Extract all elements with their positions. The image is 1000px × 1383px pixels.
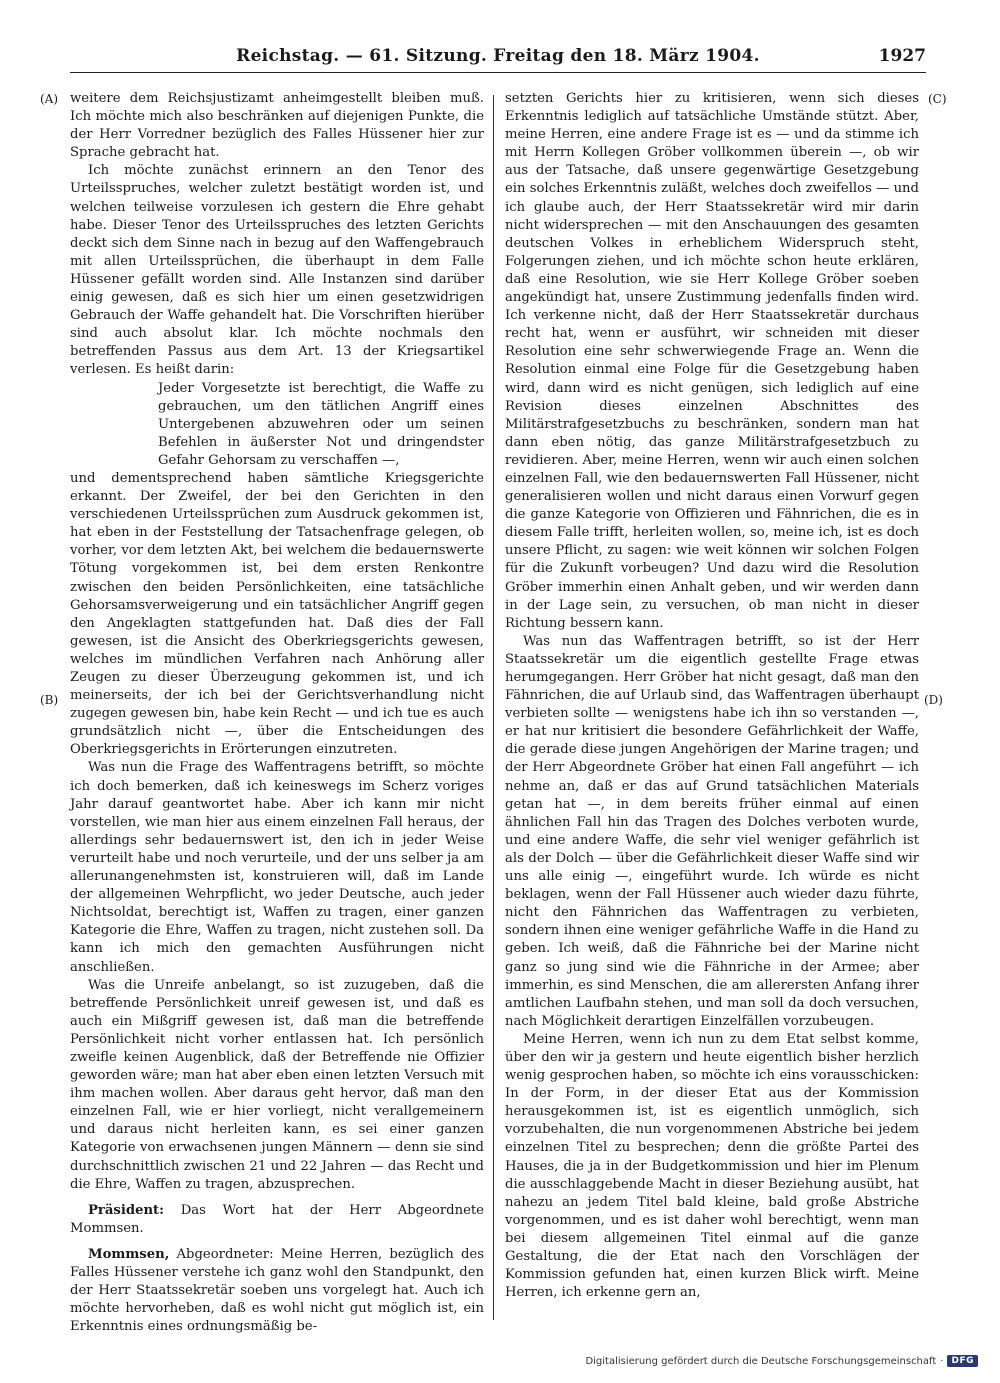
header-title: Reichstag. — 61. Sitzung. Freitag den 18. März 1904. <box>236 46 760 66</box>
paragraph: Was nun das Waffentragen betrifft, so ist der Herr Staatssekretär um die eigentlich gestellte Frage etwas herumgegangen. Herr Gröber hat nicht gesagt, daß man den Fähnrichen, die auf Urlaub sind, das Waffentragen überhaupt verbieten sollte — wenigstens habe ich ihn so verstanden —, er hat nur kritisiert die besondere Gefährlichkeit der Waffe, die gerade diese jungen Angehörigen der Marine tragen; und der Herr Abgeordnete Gröber hat einen Fall angeführt — ich nehme an, daß er das auf Grund tatsächlichen Materials getan hat —, in dem bereits früher einmal auf einen ähnlichen Fall hin das Tragen des Dolches verboten wurde, und eine andere Waffe, die sehr viel weniger gefährlich ist als der Dolch — über die Gefährlichkeit dieser Waffe sind wir uns alle einig —, eingeführt wurde. Ich würde es nicht beklagen, wenn der Fall Hüssener auch wieder dazu führte, nicht den Fähnrichen das Waffentragen zu verbieten, sondern ihnen eine weniger gefährliche Waffe in die Hand zu geben. Ich weiß, daß die Fähnriche bei der Marine nicht ganz so jung sind wie die Fähnriche in der Armee; aber immerhin, es sind Menschen, die am allerersten Anfang ihrer amtlichen Laufbahn stehen, und man soll da doch versuchen, nach Möglichkeit derartigen Einzelfällen vorzubeugen. <box>505 633 919 1029</box>
speaker-name: Präsident: <box>88 1202 165 1218</box>
right-column <box>505 90 919 1302</box>
dfg-logo: DFG <box>947 1355 978 1367</box>
paragraph: Was die Unreife anbelangt, so ist zuzugeben, daß die betreffende Persönlichkeit unreif gewesen ist, und daß es auch ein Mißgriff gewesen ist, daß man die betreffende Persönlichkeit nicht vorher entlassen hat. Ich persönlich zweifle keinen Augenblick, daß der Betreffende nie Offizier geworden wäre; man hat aber eben einen letzten Versuch mit ihm machen wollen. Aber daraus geht hervor, daß man den einzelnen Fall, wie er hier vorliegt, nicht verallgemeinern und daraus nicht herleiten kann, es sei einer ganzen Kategorie von erwachsenen jungen Männern — denn sie sind durchschnittlich zwischen 21 und 22 Jahren — das Recht und die Ehre, Waffen zu tragen, abzusprechen. <box>70 977 484 1192</box>
column-divider <box>493 95 494 1320</box>
margin-marker-a: (A) <box>40 92 59 106</box>
left-column <box>70 90 484 1336</box>
paragraph <box>70 1246 484 1336</box>
paragraph: und dementsprechend haben sämtliche Kriegsgerichte erkannt. Der Zweifel, der bei den Gerichten in den verschiedenen Urteilssprüchen zum Ausdruck gekommen ist, hat eben in der Feststellung der Tatsachenfrage gelegen, ob vorher, vor dem letzten Akt, bei welchem die bedauernswerte Tötung vorgekommen ist, bei dem ersten Renkontre zwischen den beiden Persönlichkeiten, eine tatsächliche Gehorsamsverweigerung und ein tatsächlicher Angriff gegen den Angeklagten stattgefunden hat. Daß dies der Fall gewesen, ist die Ansicht des Oberkriegsgerichts gewesen, welches im mündlichen Verfahren nach Anhörung aller Zeugen zu dieser Überzeugung gekommen ist, und ich meinerseits, der ich bei der Gerichtsverhandlung nicht zugegen gewesen bin, habe kein Recht — und ich tue es auch grundsätzlich nicht —, über die Entscheidungen des Oberkriegsgerichts in Erörterungen einzutreten. <box>70 470 484 758</box>
margin-marker-d: (D) <box>924 693 943 707</box>
paragraph: Jeder Vorgesetzte ist berechtigt, die Waffe zu gebrauchen, um den tätlichen Angriff eines Untergebenen abzuwehren oder um seinen Befehlen in äußerster Not und dringendster Gefahr Gehorsam zu verschaffen —, <box>158 380 484 468</box>
margin-marker-c: (C) <box>928 92 947 106</box>
paragraph: Ich möchte zunächst erinnern an den Tenor des Urteilsspruches, welcher zuletzt bestätigt worden ist, und welchen teilweise vorzulesen ich gestern die Ehre gehabt habe. Dieser Tenor des Urteilsspruches des letzten Gerichts deckt sich dem Sinne nach in bezug auf den Waffengebrauch mit allen Urteilssprüchen, die überhaupt in dem Falle Hüssener gefällt worden sind. Alle Instanzen sind darüber einig gewesen, daß es sich hier um einen gesetzwidrigen Gebrauch der Waffe gehandelt hat. Die Vorschriften hierüber sind auch absolut klar. Ich möchte nochmals den betreffenden Passus aus dem Art. 13 der Kriegsartikel verlesen. Es heißt darin: <box>70 163 484 378</box>
page-header <box>70 42 926 73</box>
page-number: 1927 <box>878 46 926 66</box>
paragraph: Was nun die Frage des Waffentragens betrifft, so möchte ich doch bemerken, daß ich keineswegs im Scherz voriges Jahr darauf geantwortet habe. Aber ich kann mir nicht vorstellen, wie man hier aus einem einzelnen Fall heraus, der allerdings sehr bedauernswert ist, den ich in jeder Weise verurteilt habe und noch verurteile, und der uns selber ja am allerunangenehmsten ist, konstruieren will, daß im Lande der allgemeinen Wehrpflicht, wo jeder Deutsche, auch jeder Nichtsoldat, berechtigt ist, Waffen zu tragen, einer ganzen Kategorie die Ehre, Waffen zu tragen, nicht zustehen soll. Da kann ich mich den gemachten Ausführungen nicht anschließen. <box>70 760 484 975</box>
speaker-name: Mommsen, <box>88 1246 170 1262</box>
paragraph: Meine Herren, wenn ich nun zu dem Etat selbst komme, über den wir ja gestern und heute eigentlich bisher herzlich wenig gesprochen haben, so möchte ich eins vorausschicken: In der Form, in der dieser Etat aus der Kommission herausgekommen ist, ist es eigentlich unmöglich, sich vorzubehalten, die nun vorgenommenen Abstriche bei jedem einzelnen Titel zu besprechen; denn die größte Partei des Hauses, die ja in der Budgetkommission und hier im Plenum die ausschlaggebende Macht in dieser Beziehung ausübt, hat nahezu an jedem Titel bald kleine, bald große Abstriche vorgenommen, und es ist daher wohl berechtigt, wenn man bei diesem allgemeinen Titel einmal auf die ganze Gestaltung, die der Etat nach den Vorschlägen der Kommission gefunden hat, einen kurzen Blick wirft. Meine Herren, ich erkenne gern an, <box>505 1031 919 1301</box>
speech-text: Abgeordneter: Meine Herren, bezüglich des Falles Hüssener verstehe ich ganz wohl den Standpunkt, den der Herr Staatssekretär soeben uns vorgelegt hat. Auch ich möchte hervorheben, daß es wohl nicht gut möglich ist, ein Erkenntnis eines ordnungsmäßig be- <box>70 1246 484 1335</box>
paragraph: weitere dem Reichsjustizamt anheimgestellt bleiben muß. Ich möchte mich also beschränken auf diejenigen Punkte, die der Herr Vorredner bezüglich des Falles Hüssener hier zur Sprache gebracht hat. <box>70 91 484 161</box>
footer-credit: Digitalisierung gefördert durch die Deutsche Forschungsgemeinschaft <box>585 1355 937 1367</box>
page-footer <box>585 1355 978 1367</box>
paragraph <box>70 1202 484 1238</box>
paragraph: setzten Gerichts hier zu kritisieren, wenn sich dieses Erkenntnis lediglich auf tatsächliche Umstände stützt. Aber, meine Herren, eine andere Frage ist es — und da stimme ich mit Herrn Kollegen Gröber vollkommen überein —, ob wir aus der Tatsache, daß unsere gegenwärtige Gesetzgebung ein solches Erkenntnis zuläßt, welches doch zweifellos — und ich glaube auch, der Herr Staatssekretär wird mir darin nicht widersprechen — mit den Anschauungen des gesamten deutschen Volkes in erheblichem Widerspruch steht, Folgerungen ziehen, und ich möchte schon heute erklären, daß eine Resolution, wie sie Herr Kollege Gröber soeben angekündigt hat, unsere Zustimmung jedenfalls finden wird. Ich verkenne nicht, daß der Herr Staatssekretär durchaus recht hat, wenn er ausführt, wir schneiden mit dieser Resolution eine sehr schwerwiegende Frage an. Wenn die Resolution einmal eine Folge für die Gesetzgebung haben wird, dann wird es nicht genügen, sich lediglich auf eine Revision dieses einzelnen Abschnittes des Militärstrafgesetzbuchs zu beschränken, sondern man hat dann eben nötig, das ganze Militärstrafgesetzbuch zu revidieren. Aber, meine Herren, wenn wir auch einen solchen einzelnen Fall, wie den bedauernswerten Fall Hüssener, nicht generalisieren wollen und nicht daraus einen Vorwurf gegen die ganze Kategorie von Offizieren und Fähnrichen, die es in diesem Falle trifft, herleiten wollen, so, meine ich, ist es doch unsere Pflicht, zu sagen: wie weit können wir solchen Folgen für die Zukunft vorbeugen? Und dazu wird die Resolution Gröber immerhin einen Anhalt geben, und wir werden dann in der Lage sein, zu versuchen, ob man nicht in dieser Richtung bessern kann. <box>505 91 919 631</box>
margin-marker-b: (B) <box>40 693 59 707</box>
speech-text: Das Wort hat der Herr Abgeordnete Mommsen. <box>70 1202 484 1236</box>
footer-separator: · <box>940 1355 944 1367</box>
